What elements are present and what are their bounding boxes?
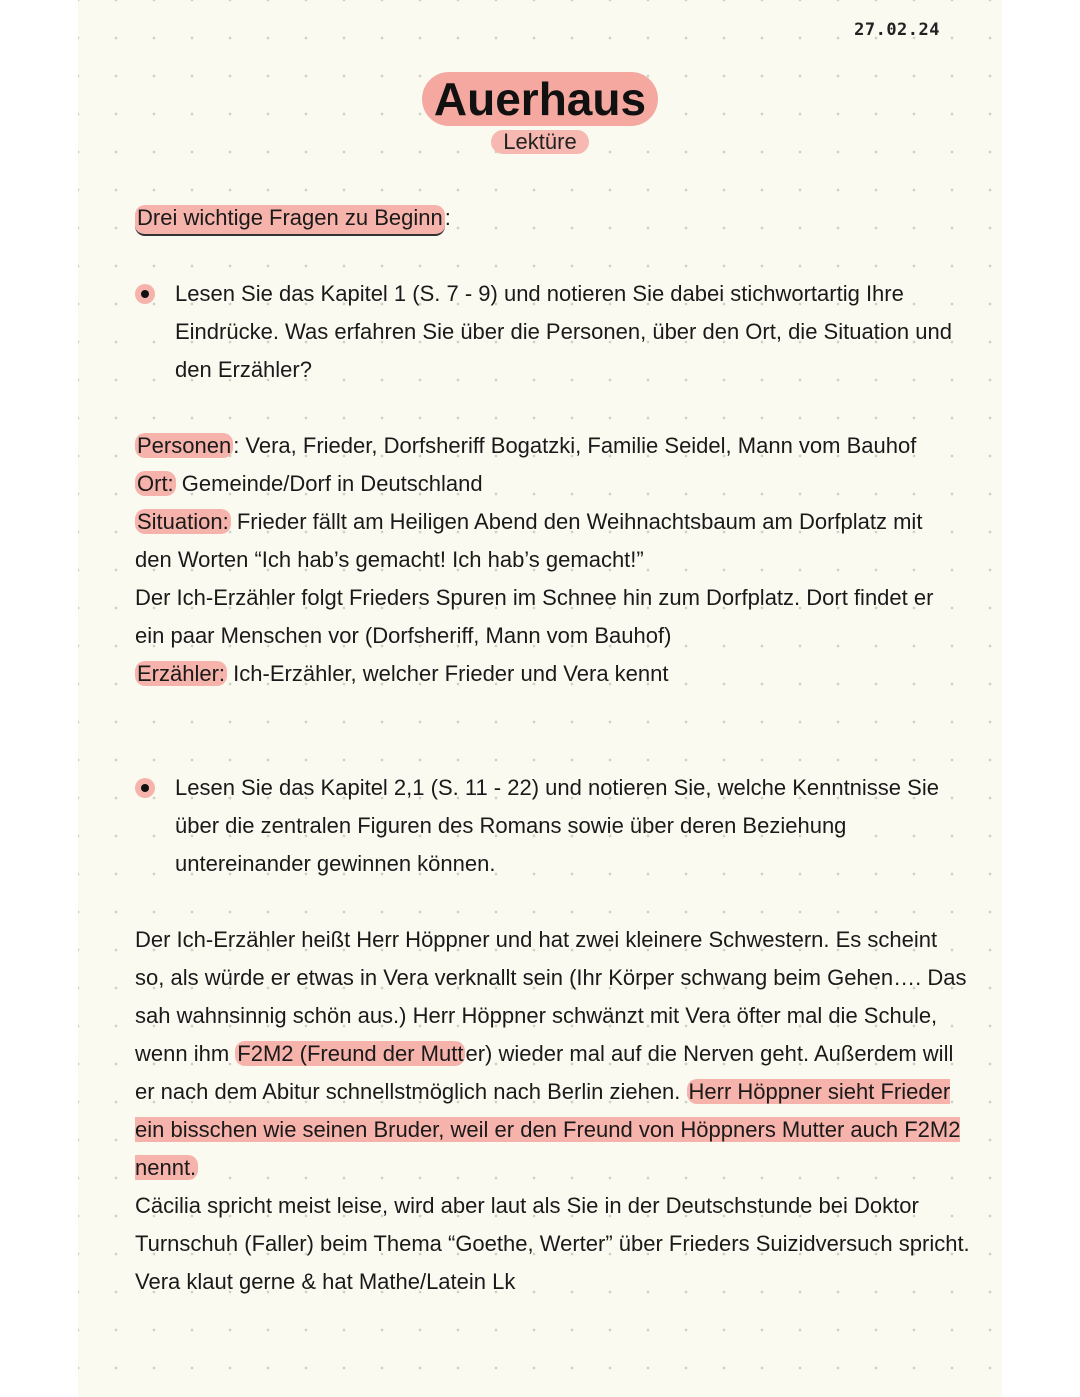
ort-line bbox=[135, 465, 965, 503]
answer-1 bbox=[135, 427, 965, 693]
personen-label: Personen bbox=[137, 433, 232, 458]
heading-text: Drei wichtige Fragen zu Beginn bbox=[135, 205, 445, 236]
section-heading bbox=[135, 203, 451, 233]
answer-2 bbox=[135, 921, 970, 1301]
personen-line bbox=[135, 427, 965, 465]
situation-line-2: Der Ich-Erzähler folgt Frieders Spuren im Schnee hin zum Dorfplatz. Dort findet er ein paar Menschen vor (Dorfsheriff, Mann vom Bauhof) bbox=[135, 585, 934, 648]
question-1-text: Lesen Sie das Kapitel 1 (S. 7 - 9) und notieren Sie dabei stichwortartig Ihre Eindrücke. Was erfahren Sie über die Personen, über den Ort, die Situation und den Erzähler? bbox=[175, 281, 952, 382]
subtitle-text: Lektüre bbox=[491, 130, 588, 154]
title-text: Auerhaus bbox=[422, 72, 658, 126]
answer-2-paragraph bbox=[135, 921, 970, 1187]
situation-line bbox=[135, 503, 965, 579]
bullet-icon bbox=[135, 284, 155, 304]
heading-colon: : bbox=[444, 205, 451, 230]
answer-2-part-2: er) wieder mal auf die Nerven geht. Außerdem will er nach dem Abitur schnellstmöglich nach Berlin ziehen. bbox=[135, 1041, 954, 1104]
page-title bbox=[78, 72, 1002, 126]
erzaehler-label: Erzähler: bbox=[137, 661, 226, 686]
question-2-text: Lesen Sie das Kapitel 2,1 (S. 11 - 22) und notieren Sie, welche Kenntnisse Sie über die zentralen Figuren des Romans sowie über deren Beziehung untereinander gewinnen können. bbox=[175, 775, 939, 876]
question-1 bbox=[135, 275, 965, 389]
erzaehler-line bbox=[135, 655, 965, 693]
situation-label: Situation: bbox=[137, 509, 229, 534]
ort-label: Ort: bbox=[137, 471, 174, 496]
page-subtitle bbox=[78, 130, 1002, 154]
date-label: 27.02.24 bbox=[854, 20, 940, 40]
bullet-icon bbox=[135, 778, 155, 798]
answer-2-paragraph-2: Cäcilia spricht meist leise, wird aber laut als Sie in der Deutschstunde bei Doktor Turnschuh (Faller) beim Thema “Goethe, Werter” über Frieders Suizidversuch spricht. Vera klaut gerne & hat Mathe/Latein Lk bbox=[135, 1193, 970, 1294]
ort-text: Gemeinde/Dorf in Deutschland bbox=[175, 471, 483, 496]
answer-2-highlight-2: Herr Höppner sieht Frieder ein bisschen wie seinen Bruder, weil er den Freund von Höppners Mutter auch F2M2 nennt. bbox=[135, 1079, 961, 1180]
answer-2-part-1: Der Ich-Erzähler heißt Herr Höppner und hat zwei kleinere Schwestern. Es scheint so, als würde er etwas in Vera verknallt sein (Ihr Körper schwang beim Gehen…. Das sah wahnsinnig schön aus.) Herr Höppner schwänzt mit Vera öfter mal die Schule, wenn ihm bbox=[135, 927, 967, 1066]
situation-text: Frieder fällt am Heiligen Abend den Weihnachtsbaum am Dorfplatz mit den Worten “Ich hab’s gemacht! Ich hab’s gemacht!” bbox=[135, 509, 923, 572]
notebook-page bbox=[78, 0, 1002, 1397]
question-2 bbox=[135, 769, 965, 883]
answer-2-highlight-1: F2M2 (Freund der Mutt bbox=[237, 1041, 464, 1066]
erzaehler-text: Ich-Erzähler, welcher Frieder und Vera kennt bbox=[227, 661, 669, 686]
personen-text: : Vera, Frieder, Dorfsheriff Bogatzki, Familie Seidel, Mann vom Bauhof bbox=[233, 433, 917, 458]
